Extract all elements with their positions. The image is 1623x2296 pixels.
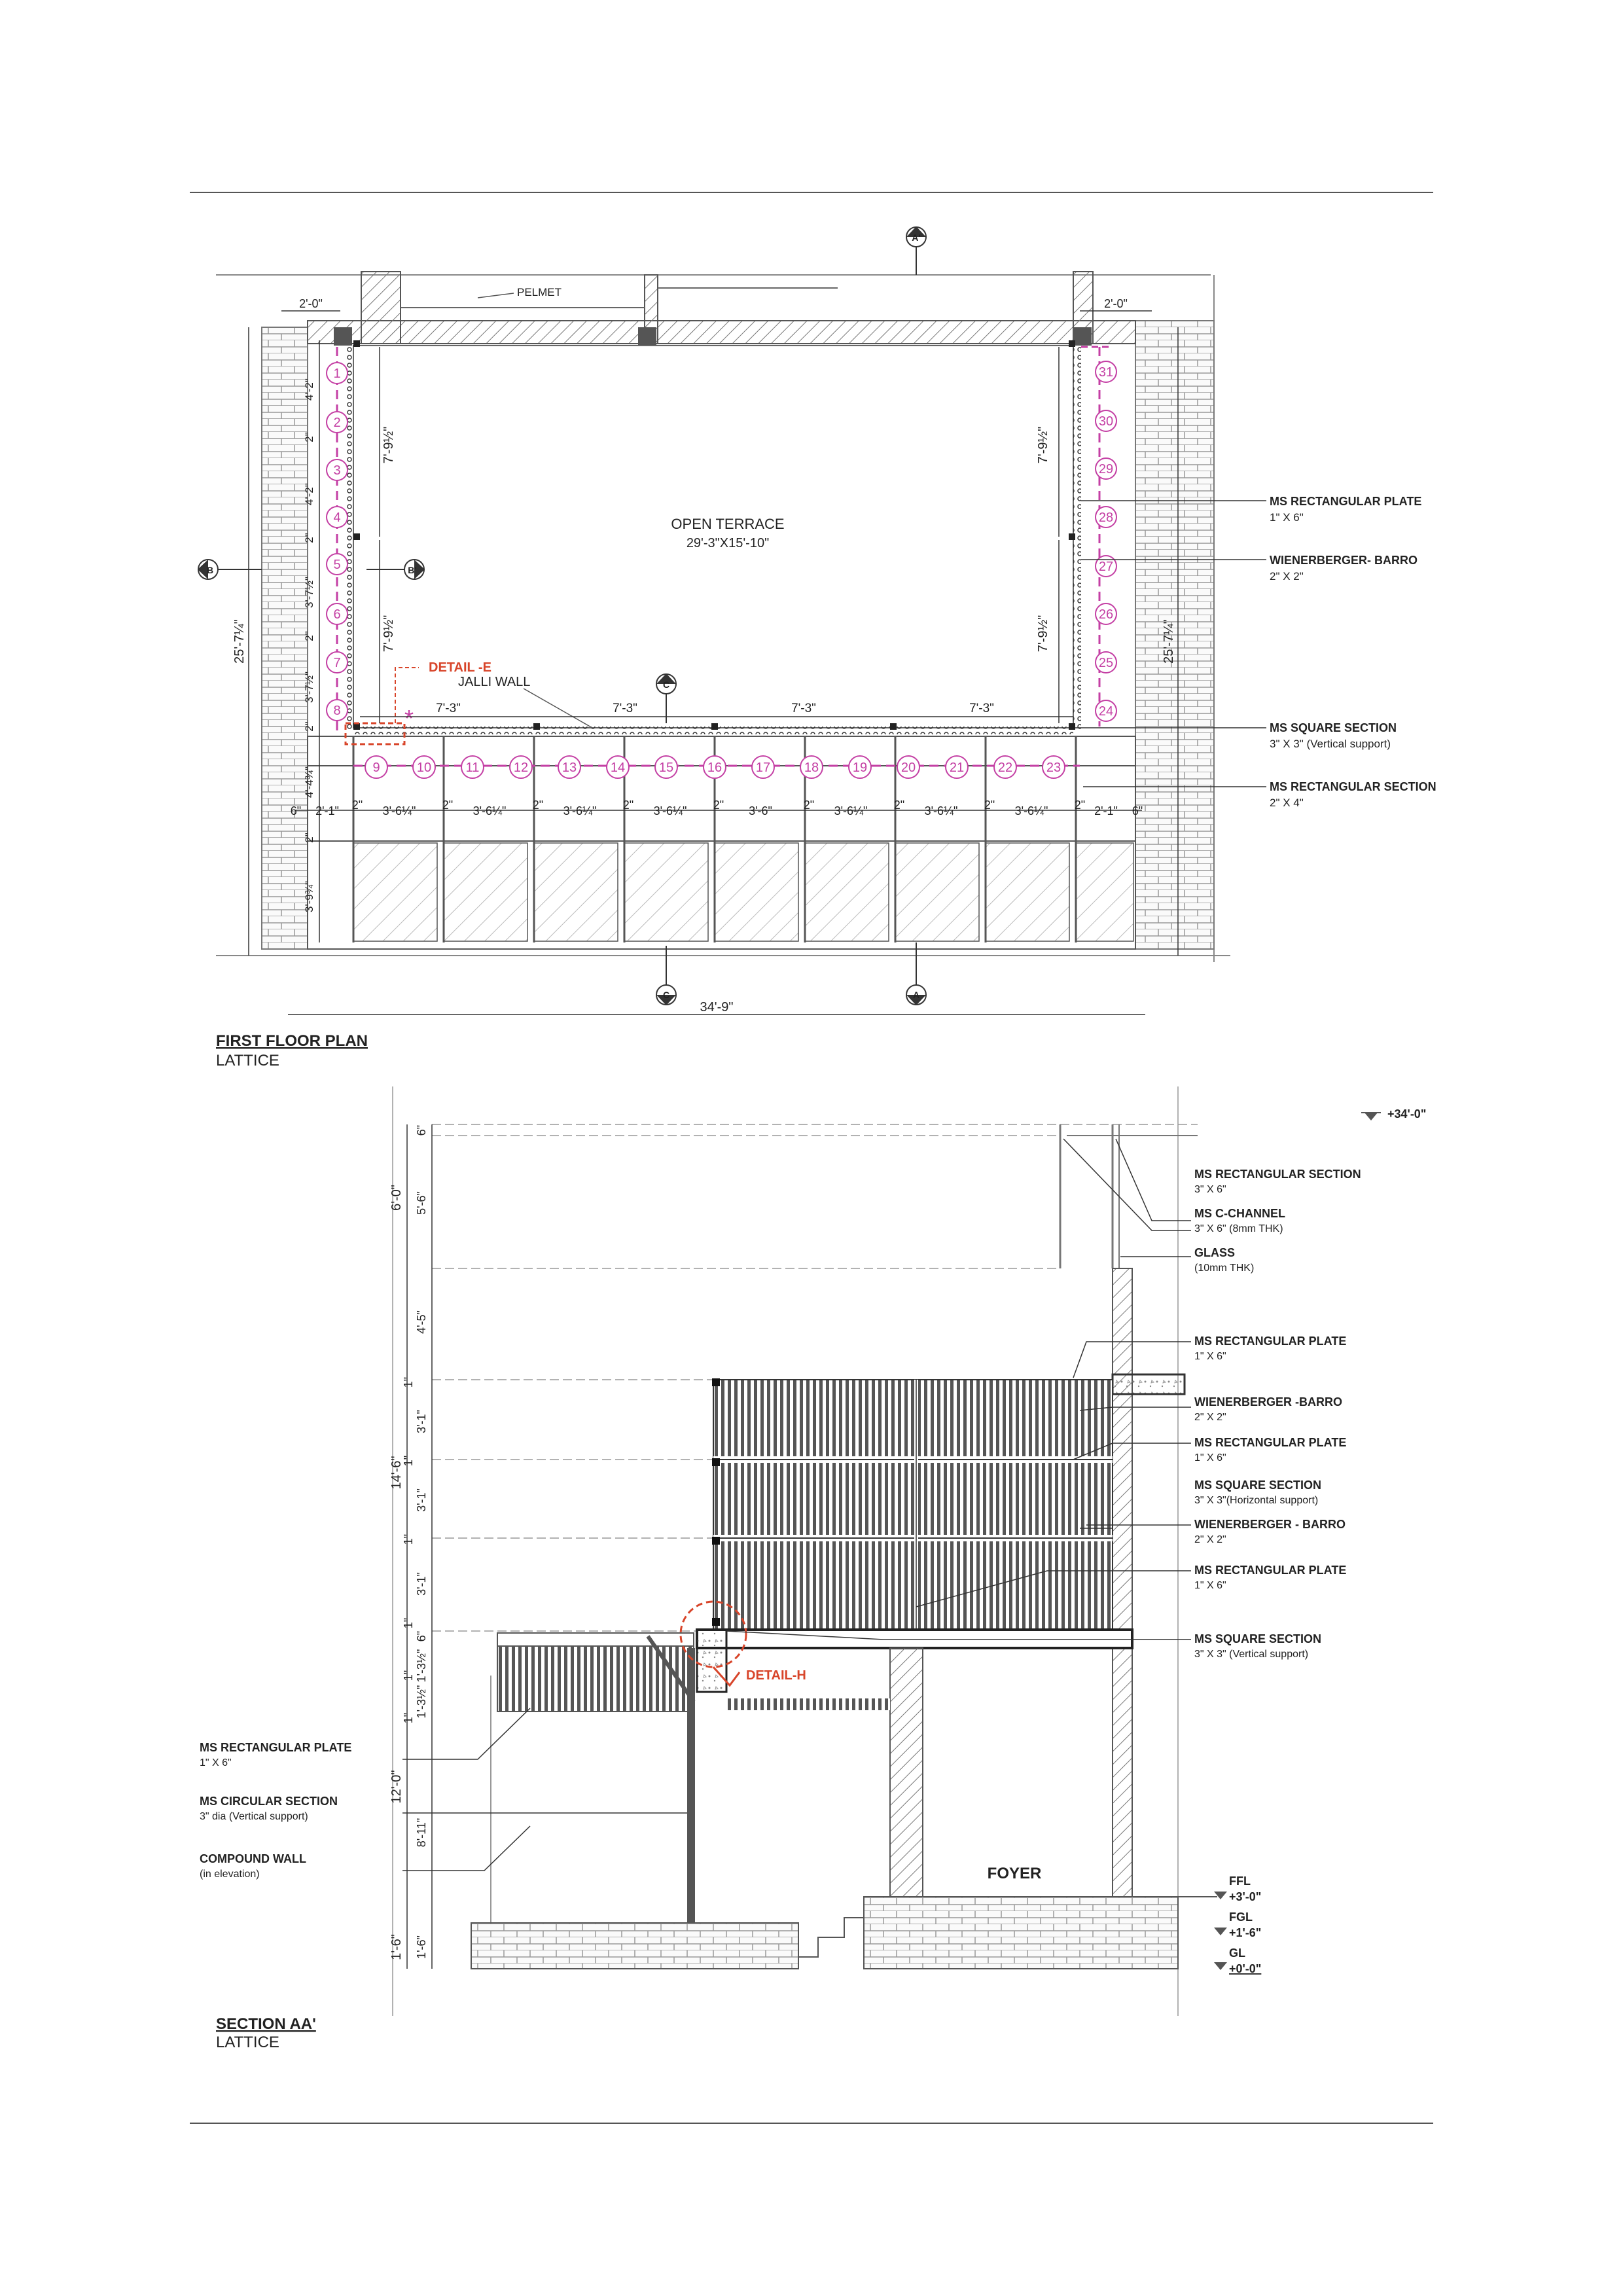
callout-title: MS RECTANGULAR PLATE — [1194, 1436, 1347, 1449]
ground-paving — [471, 1923, 798, 1969]
dim-bay: 2'-1" — [1094, 804, 1118, 817]
marker-label: A' — [912, 232, 921, 243]
marker-label: C — [662, 679, 670, 690]
callout-title: MS RECTANGULAR PLATE — [1270, 495, 1422, 508]
lattice-number: 24 — [1098, 704, 1114, 719]
dim-left-strip: 4'-2" — [303, 483, 315, 505]
dim-outer: 12'-0" — [389, 1770, 404, 1804]
callout-sub: 1" X 6" — [1194, 1580, 1226, 1591]
callout-sub: 3" X 3" (Vertical support) — [1194, 1649, 1309, 1660]
level-name: FFL — [1229, 1874, 1251, 1888]
dim-inner: 1" — [402, 1534, 415, 1545]
callout-title: WIENERBERGER -BARRO — [1194, 1395, 1343, 1408]
section-marker-c-top — [656, 673, 676, 723]
top-parapet — [308, 321, 1135, 344]
dim-bay: 2" — [803, 798, 815, 812]
dim-overall-height-left: 25'-7¼" — [232, 619, 247, 664]
callout-sub: 2" X 2" — [1194, 1534, 1226, 1545]
dim-bay: 3'-6¼" — [563, 804, 597, 817]
dim-inner: 1'-3½" — [415, 1649, 428, 1683]
dim-inner: 6" — [415, 1630, 428, 1642]
dim-right-upper: 7'-9½" — [1036, 426, 1050, 464]
marker-label: A — [912, 990, 920, 1000]
lattice-number: 18 — [804, 761, 819, 775]
dim-inner: 8'-11" — [415, 1818, 428, 1848]
lattice-number: 12 — [513, 761, 529, 775]
dim-span: 7'-3" — [436, 702, 461, 715]
dim-right-lower: 7'-9½" — [1036, 615, 1050, 653]
dim-overall-height-right: 25'-7¼" — [1162, 619, 1176, 664]
callout-title: MS SQUARE SECTION — [1270, 721, 1397, 734]
lattice-number: 30 — [1098, 414, 1114, 429]
dim-left-strip: 2" — [303, 833, 315, 843]
left-callout-title: MS CIRCULAR SECTION — [200, 1795, 338, 1808]
dim-left-strip: 3'-7½" — [303, 576, 315, 609]
dim-bay: 3'-6" — [749, 804, 772, 817]
lattice-number: 27 — [1098, 560, 1114, 574]
dim-left-strip: 2" — [303, 631, 315, 641]
left-callout-title: MS RECTANGULAR PLATE — [200, 1741, 352, 1754]
dim-left-strip: 2" — [303, 533, 315, 543]
dim-left-strip: 3'-9¾" — [303, 880, 315, 913]
lattice-number: 1 — [333, 367, 341, 381]
level-name: GL — [1229, 1946, 1245, 1960]
lattice-number: 19 — [852, 761, 868, 775]
dim-span: 7'-3" — [969, 702, 994, 715]
dim-left-strip: 4'-4¾" — [303, 766, 315, 798]
lattice-number: 8 — [333, 704, 341, 718]
dim-left-strip: 4'-2" — [303, 378, 315, 401]
dim-left-strip: 2" — [303, 721, 315, 732]
lattice-number: 16 — [707, 761, 722, 775]
first-floor-plan — [198, 226, 1436, 1069]
dim-inner: 1" — [402, 1712, 415, 1724]
lattice-number: 21 — [949, 761, 965, 775]
section-subtitle: LATTICE — [216, 2034, 279, 2051]
callout-title: MS C-CHANNEL — [1194, 1207, 1285, 1220]
level-value: +3'-0" — [1229, 1890, 1262, 1903]
dim-inner: 1" — [402, 1670, 415, 1681]
callout-title: MS RECTANGULAR PLATE — [1194, 1335, 1347, 1348]
lattice-number: 17 — [755, 761, 771, 775]
dim-bay: 3'-6¼" — [382, 804, 416, 817]
dim-inner: 6" — [415, 1124, 428, 1136]
lattice-number: 2 — [333, 416, 341, 430]
canopy-lattice — [497, 1646, 694, 1712]
lattice-number: 20 — [901, 761, 916, 775]
left-callout-sub: 1" X 6" — [200, 1757, 232, 1768]
dim-outer: 14'-6" — [389, 1456, 404, 1490]
dim-top-left: 2'-0" — [299, 297, 323, 310]
lattice-number: 11 — [465, 761, 480, 775]
dim-bay: 2'-1" — [315, 804, 339, 817]
lattice-number: 7 — [333, 656, 341, 670]
dim-bay: 2" — [1074, 798, 1086, 812]
lattice-number: 9 — [372, 761, 380, 775]
dim-inner: 5'-6" — [415, 1191, 428, 1215]
lattice-number: 6 — [333, 607, 341, 622]
dim-bay: 3'-6¼" — [1014, 804, 1048, 817]
lattice-number: 5 — [333, 558, 341, 572]
callout-title: MS RECTANGULAR SECTION — [1270, 780, 1436, 793]
dim-bay: 2" — [713, 798, 724, 812]
lattice-number: 13 — [562, 761, 577, 775]
foyer-label: FOYER — [987, 1865, 1042, 1882]
callout-sub: (10mm THK) — [1194, 1263, 1255, 1274]
marker-label: B — [206, 565, 214, 575]
section-marker-b-right — [366, 560, 425, 579]
lattice-number: 15 — [658, 761, 674, 775]
section-title: SECTION AA' — [216, 2015, 316, 2033]
dim-inner: 3'-1" — [415, 1572, 428, 1596]
dim-bay: 3'-6¼" — [834, 804, 868, 817]
callout-title: MS SQUARE SECTION — [1194, 1632, 1322, 1645]
lattice-number: 4 — [333, 511, 341, 525]
asterisk-icon: * — [404, 705, 414, 732]
dim-inner: 4'-5" — [415, 1310, 428, 1334]
roof-slab — [1113, 1374, 1185, 1394]
dim-bay: 2" — [984, 798, 995, 812]
callout-title: WIENERBERGER- BARRO — [1270, 554, 1418, 567]
lattice-number: 3 — [333, 463, 341, 478]
section-marker-a-top — [906, 226, 926, 275]
dim-bay: 2" — [351, 798, 363, 812]
callout-sub: 2" X 4" — [1270, 797, 1304, 809]
dim-bay: 3'-6¼" — [924, 804, 958, 817]
dim-overall-width: 34'-9" — [700, 1000, 734, 1014]
callout-sub: 3" X 3"(Horizontal support) — [1194, 1495, 1319, 1506]
callout-sub: 3" X 3" (Vertical support) — [1270, 738, 1391, 750]
callout-sub: 2" X 2" — [1194, 1412, 1226, 1423]
callout-sub: 3" X 6" (8mm THK) — [1194, 1223, 1283, 1234]
dim-bay: 2" — [622, 798, 634, 812]
section-marker-b-left — [198, 560, 262, 579]
callout-title: MS RECTANGULAR SECTION — [1194, 1168, 1361, 1181]
dim-left-strip: 3'-7½" — [303, 671, 315, 704]
lattice-number: 25 — [1098, 656, 1114, 670]
callout-sub: 1" X 6" — [1194, 1351, 1226, 1362]
dim-inner: 1" — [402, 1455, 415, 1467]
dim-outer: 1'-6" — [389, 1934, 404, 1960]
section-marker-a-bottom — [906, 942, 926, 1005]
dim-bay: 2" — [532, 798, 544, 812]
pelmet-label: PELMET — [517, 286, 562, 298]
lattice-number: 28 — [1098, 511, 1114, 525]
dim-inner: 1" — [402, 1617, 415, 1629]
left-brick-wall — [262, 327, 308, 949]
dim-inner: 3'-1" — [415, 1488, 428, 1512]
section-marker-c-bottom — [656, 946, 676, 1005]
lattice-number: 10 — [416, 761, 432, 775]
callout-sub: 3" X 6" — [1194, 1184, 1226, 1195]
lattice-number: 31 — [1098, 365, 1114, 380]
detail-e-label: DETAIL -E — [429, 660, 491, 675]
dim-span: 7'-3" — [613, 702, 637, 715]
callout-sub: 1" X 6" — [1270, 511, 1304, 524]
level-value: +34'-0" — [1387, 1107, 1427, 1121]
dim-inner: 1'-3½" — [415, 1685, 428, 1719]
lattice-numbers-bottom — [365, 756, 1065, 778]
left-callout-sub: (in elevation) — [200, 1869, 260, 1880]
dim-bay: 3'-6¼" — [653, 804, 687, 817]
left-callout-title: COMPOUND WALL — [200, 1852, 306, 1865]
level-value: +1'-6" — [1229, 1926, 1262, 1939]
marker-label: B' — [408, 565, 417, 575]
lattice-number: 26 — [1098, 607, 1114, 622]
jalli-wall-label: JALLI WALL — [458, 675, 531, 689]
dim-bay: 3'-6¼" — [473, 804, 507, 817]
dim-bay: 6" — [290, 804, 302, 817]
dim-bay: 6" — [1132, 804, 1143, 817]
lattice-number: 29 — [1098, 462, 1114, 476]
balcony-slab-section — [697, 1630, 1132, 1648]
dim-bay: 2" — [442, 798, 454, 812]
callout-sub: 1" X 6" — [1194, 1452, 1226, 1463]
detail-h-label: DETAIL-H — [746, 1668, 806, 1683]
callout-title: MS RECTANGULAR PLATE — [1194, 1564, 1347, 1577]
level-value: +0'-0" — [1229, 1962, 1262, 1975]
circular-support — [687, 1648, 695, 1923]
right-wall — [1113, 1268, 1132, 1897]
dim-inner: 3'-1" — [415, 1410, 428, 1433]
terrace-label: OPEN TERRACE — [671, 516, 785, 532]
dim-bay: 2" — [893, 798, 905, 812]
dim-outer: 6'-0" — [389, 1185, 404, 1211]
callout-title: WIENERBERGER - BARRO — [1194, 1518, 1346, 1531]
terrace-size: 29'-3"X15'-10" — [686, 536, 770, 550]
lattice-number: 23 — [1046, 761, 1061, 775]
callout-title: MS SQUARE SECTION — [1194, 1479, 1322, 1492]
callout-title: GLASS — [1194, 1246, 1236, 1259]
dim-span: 7'-3" — [791, 702, 816, 715]
plan-subtitle: LATTICE — [216, 1052, 279, 1069]
section-aa — [200, 1086, 1426, 2051]
level-name: FGL — [1229, 1910, 1253, 1924]
marker-label: C — [662, 990, 670, 1000]
dim-inner: 1'-6" — [415, 1935, 428, 1959]
callout-sub: 2" X 2" — [1270, 570, 1304, 583]
dim-left-strip: 2" — [303, 432, 315, 442]
dim-left-upper: 7'-9½" — [382, 426, 396, 464]
foyer-column — [890, 1648, 923, 1897]
lattice-screen — [713, 1380, 1113, 1630]
dim-left-lower: 7'-9½" — [382, 615, 396, 653]
lattice-number: 14 — [610, 761, 626, 775]
left-callout-sub: 3" dia (Vertical support) — [200, 1811, 308, 1822]
dim-top-right: 2'-0" — [1104, 297, 1128, 310]
lattice-number: 22 — [997, 761, 1013, 775]
plan-title: FIRST FLOOR PLAN — [216, 1032, 368, 1050]
dim-inner: 1" — [402, 1376, 415, 1388]
